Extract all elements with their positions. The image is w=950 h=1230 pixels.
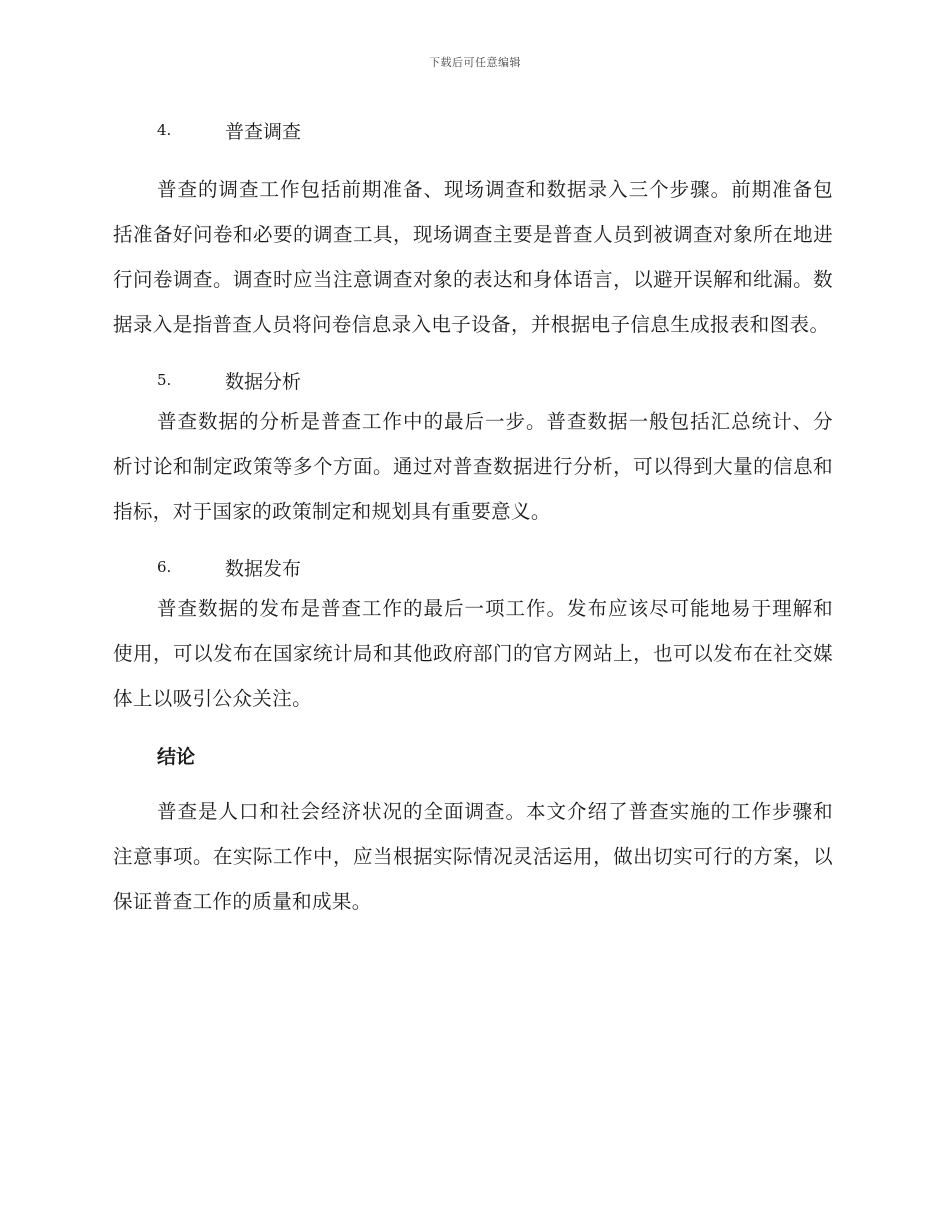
page-header: 下载后可任意编辑	[429, 56, 521, 69]
section-heading-4	[113, 111, 833, 149]
section-heading-6	[113, 548, 833, 586]
section-title: 普查调查	[225, 120, 302, 143]
section-title: 数据分析	[225, 370, 302, 393]
conclusion-paragraph: 普查是人口和社会经济状况的全面调查。本文介绍了普查实施的工作步骤和注意事项。在实际工作中，应当根据实际情况灵活运用，做出切实可行的方案，以保证普查工作的质量和成果。	[113, 800, 833, 913]
section-paragraph: 普查数据的发布是普查工作的最后一项工作。发布应该尽可能地易于理解和使用，可以发布在国家统计局和其他政府部门的官方网站上，也可以发布在社交媒体上以吸引公众关注。	[113, 597, 833, 710]
conclusion-heading: 结论	[157, 745, 196, 768]
section-title: 数据发布	[225, 557, 302, 580]
section-number: 4.	[157, 121, 172, 139]
section-number: 6.	[157, 558, 172, 576]
section-paragraph: 普查数据的分析是普查工作中的最后一步。普查数据一般包括汇总统计、分析讨论和制定政策等多个方面。通过对普查数据进行分析，可以得到大量的信息和指标，对于国家的政策制定和规划具有重要意义。	[113, 410, 833, 523]
section-heading-5	[113, 361, 833, 399]
section-number: 5.	[157, 371, 172, 389]
section-paragraph: 普查的调查工作包括前期准备、现场调查和数据录入三个步骤。前期准备包括准备好问卷和必要的调查工具，现场调查主要是普查人员到被调查对象所在地进行问卷调查。调查时应当注意调查对象的表达和身体语言，以避开误解和纰漏。数据录入是指普查人员将问卷信息录入电子设备，并根据电子信息生成报表和图表。	[113, 178, 833, 336]
document-body	[113, 111, 833, 938]
